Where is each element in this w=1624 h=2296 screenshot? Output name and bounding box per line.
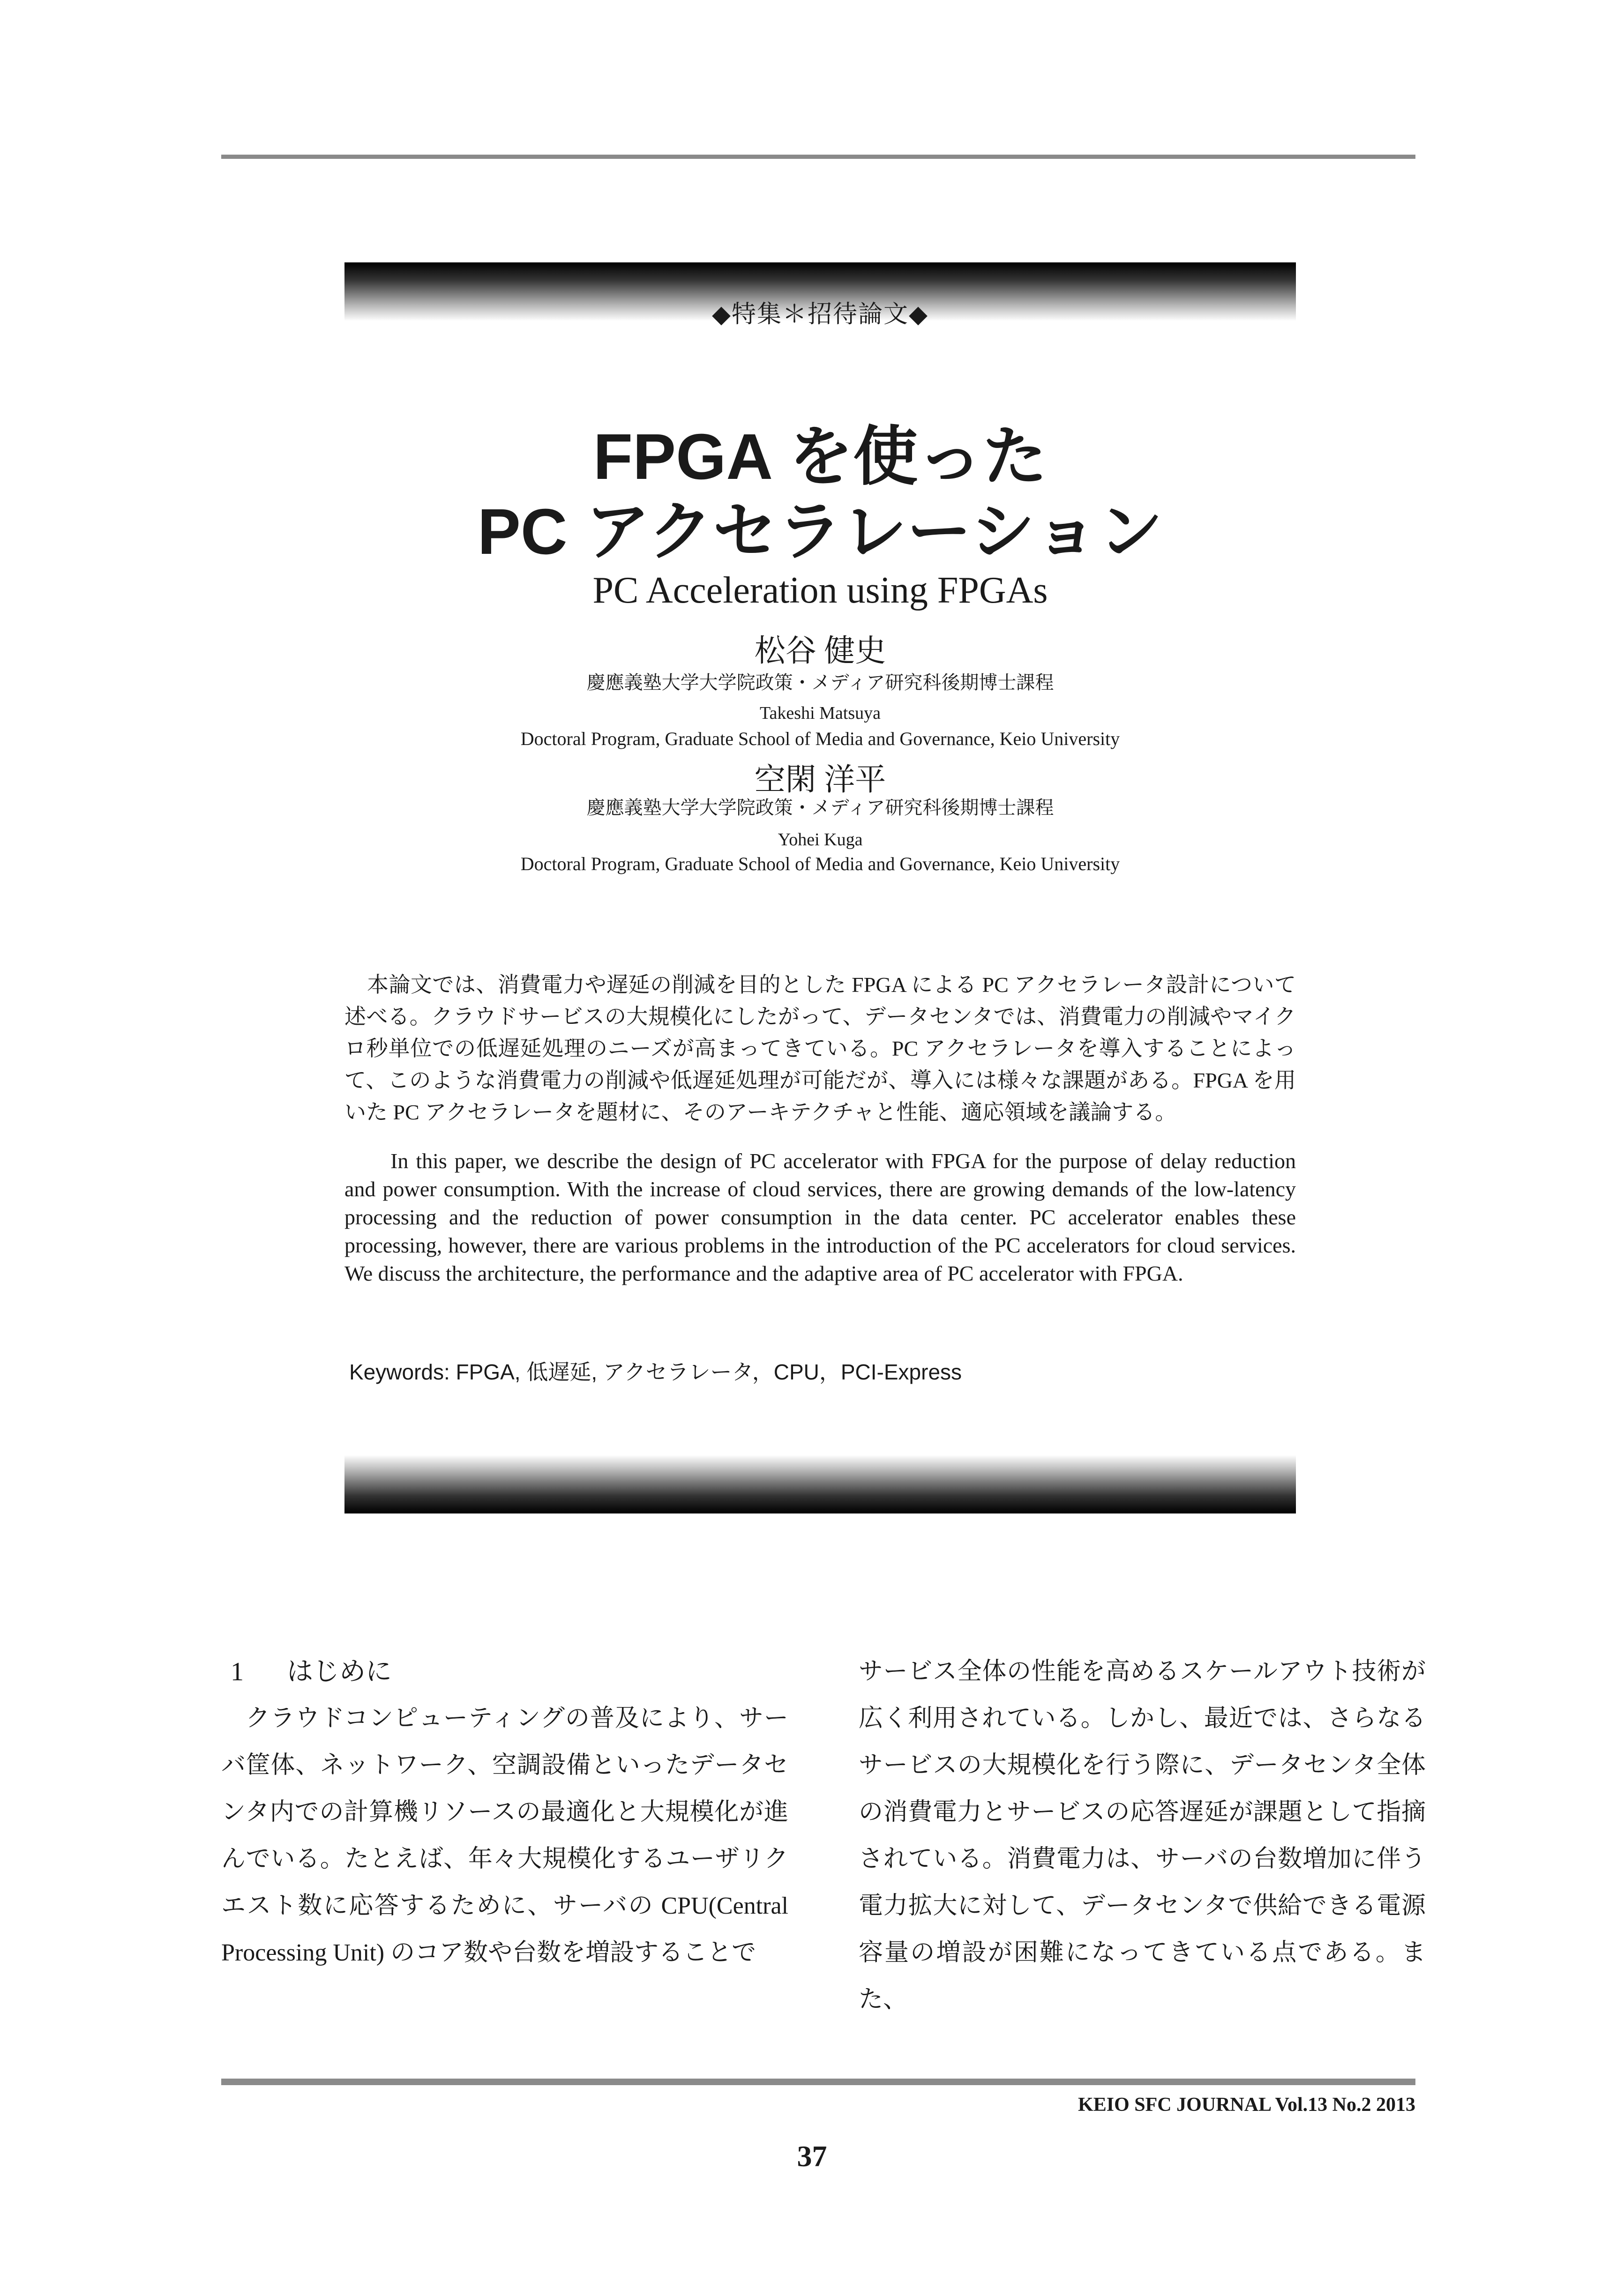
author-1-affiliation-jp: 慶應義塾大学大学院政策・メディア研究科後期博士課程	[586, 672, 1054, 693]
author-1-name-en: Takeshi Matsuya	[759, 703, 881, 723]
title-line-2: PC アクセラレーション	[477, 496, 1163, 568]
body-paragraph-right: サービス全体の性能を高めるスケールアウト技術が広く利用されている。しかし、最近では、さらなるサービスの大規模化を行う際に、データセンタ全体の消費電力とサービスの応答遅延が課題として指摘されている。消費電力は、サーバの台数増加に伴う電力拡大に対して、データセンタで供給できる電源容量の増設が困難になってきている点である。また、	[859, 1658, 1426, 2013]
keywords: Keywords: FPGA, 低遅延, アクセラレータ，CPU，PCI-Express	[349, 1360, 962, 1384]
author-2-affiliation-jp: 慶應義塾大学大学院政策・メディア研究科後期博士課程	[586, 797, 1054, 818]
author-2-affiliation-en: Doctoral Program, Graduate School of Media and Governance, Keio University	[520, 853, 1120, 874]
section-number: 1	[231, 1657, 244, 1686]
section-title: はじめに	[287, 1657, 392, 1686]
page-number: 37	[797, 2139, 827, 2173]
body-column-right	[859, 1648, 1426, 2023]
section-heading	[221, 1648, 788, 1695]
feature-banner-bottom	[344, 1455, 1296, 1513]
english-title: PC Acceleration using FPGAs	[592, 570, 1048, 611]
author-2-name-en: Yohei Kuga	[778, 830, 863, 850]
author-2-name-jp: 空閑 洋平	[754, 763, 886, 797]
journal-info: KEIO SFC JOURNAL Vol.13 No.2 2013	[1078, 2094, 1415, 2116]
title-line-1: FPGA を使った	[593, 421, 1048, 493]
header-rule	[221, 155, 1415, 159]
author-1-affiliation-en: Doctoral Program, Graduate School of Media and Governance, Keio University	[520, 728, 1120, 749]
body-paragraph-left: クラウドコンピューティングの普及により、サーバ筐体、ネットワーク、空調設備といったデータセンタ内での計算機リソースの最適化と大規模化が進んでいる。たとえば、年々大規模化するユーザリクエスト数に応答するために、サーバの CPU(Central Processing Unit) のコア数や台数を増設することで	[221, 1705, 788, 1966]
section-tag: ◆特集＊招待論文◆	[712, 301, 928, 328]
body-column-left	[221, 1648, 788, 1976]
footer-rule	[221, 2079, 1415, 2085]
author-1-name-jp: 松谷 健史	[754, 634, 886, 668]
abstract-japanese: 本論文では、消費電力や遅延の削減を目的とした FPGA による PC アクセラレータ設計について述べる。クラウドサービスの大規模化にしたがって、データセンタでは、消費電力の削減やマイクロ秒単位での低遅延処理のニーズが高まってきている。PC アクセラレータを導入することによって、このような消費電力の削減や低遅延処理が可能だが、導入には様々な課題がある。FPGA を用いた PC アクセラレータを題材に、そのアーキテクチャと性能、適応領域を議論する。	[344, 973, 1296, 1124]
abstract-english: In this paper, we describe the design of PC accelerator with FPGA for the purpose of delay reduction and power consumption. With the increase of cloud services, there are growing demands of the low-latency processing and the reduction of power consumption in the data center. PC accelerator enables these processing, however, there are various problems in the introduction of the PC accelerators for cloud services. We discuss the architecture, the performance and the adaptive area of PC accelerator with FPGA.	[344, 1149, 1296, 1285]
